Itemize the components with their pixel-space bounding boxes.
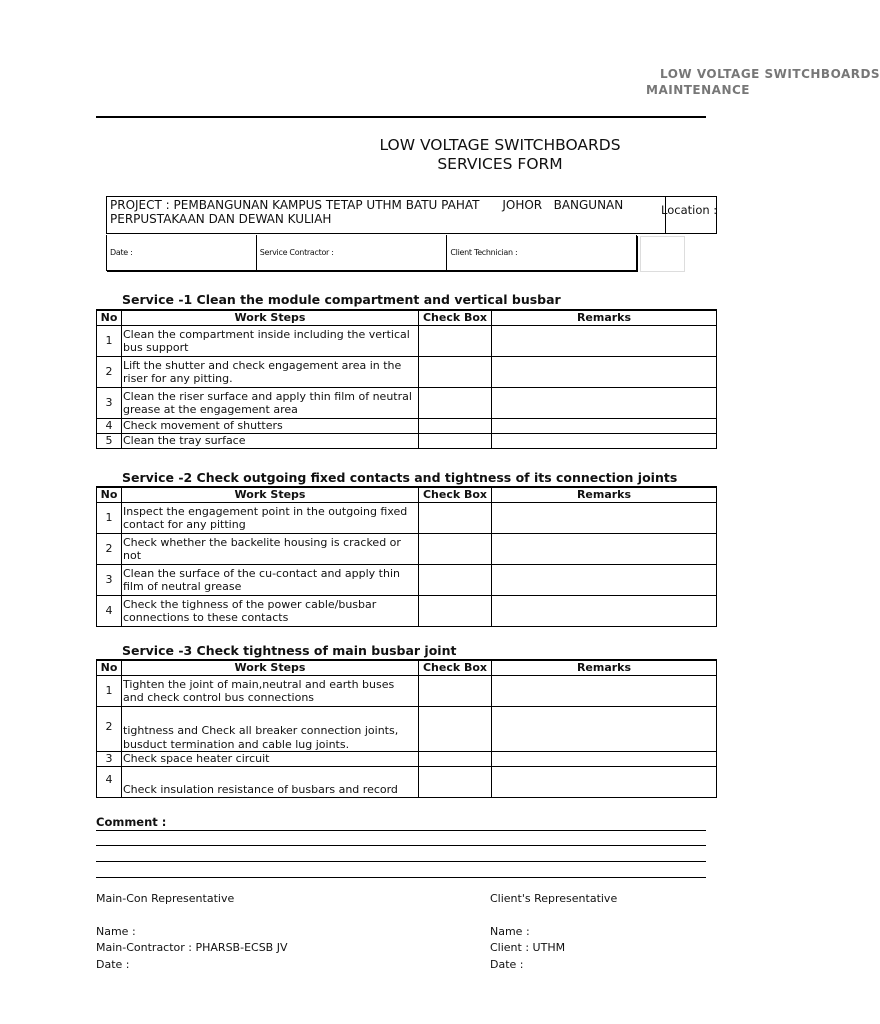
row-no: 1 — [97, 326, 122, 357]
table-row — [97, 707, 717, 752]
service-2-table — [96, 486, 717, 627]
row-check-box[interactable] — [419, 434, 492, 449]
row-check-box[interactable] — [419, 707, 492, 752]
project-line2: PERPUSTAKAAN DAN DEWAN KULIAH — [110, 212, 332, 226]
location-label: Location : — [661, 203, 718, 217]
service-3-table — [96, 659, 717, 798]
row-step: tightness and Check all breaker connection joints, busduct termination and cable lug joints. — [122, 707, 419, 752]
row-remarks[interactable] — [492, 388, 717, 419]
row-remarks[interactable] — [492, 357, 717, 388]
col-no: No — [97, 487, 122, 503]
client-signature — [490, 891, 617, 973]
row-remarks[interactable] — [492, 534, 717, 565]
row-step: Check insulation resistance of busbars and record — [122, 767, 419, 798]
meta-row — [106, 235, 637, 271]
form-body — [96, 190, 718, 990]
col-remarks: Remarks — [492, 487, 717, 503]
client-name[interactable]: Name : — [490, 924, 530, 938]
row-step: Inspect the engagement point in the outgoing fixed contact for any pitting — [122, 503, 419, 534]
row-no: 1 — [97, 503, 122, 534]
row-remarks[interactable] — [492, 707, 717, 752]
client-title: Client's Representative — [490, 892, 618, 905]
row-remarks[interactable] — [492, 752, 717, 767]
corner-header — [600, 66, 880, 98]
project-field[interactable] — [106, 196, 666, 234]
main-con-company: Main-Contractor : PHARSB-ECSB JV — [96, 941, 288, 954]
client-technician-field[interactable] — [447, 235, 636, 270]
main-con-title: Main-Con Representative — [96, 892, 235, 905]
table-row — [97, 534, 717, 565]
comment-line[interactable] — [96, 830, 706, 831]
row-step: Check space heater circuit — [122, 752, 419, 767]
col-work-steps: Work Steps — [122, 660, 419, 676]
row-remarks[interactable] — [492, 767, 717, 798]
date-label: Date : — [110, 248, 133, 257]
col-check-box: Check Box — [419, 487, 492, 503]
form-title-line1: LOW VOLTAGE SWITCHBOARDS — [379, 136, 621, 154]
client-date[interactable]: Date : — [490, 957, 524, 971]
service-1-title: Service -1 Clean the module compartment and vertical busbar — [122, 292, 561, 307]
table-row — [97, 565, 717, 596]
row-no: 1 — [97, 676, 122, 707]
col-work-steps: Work Steps — [122, 487, 419, 503]
row-step: Clean the surface of the cu-contact and apply thin film of neutral grease — [122, 565, 419, 596]
row-step: Clean the riser surface and apply thin film of neutral grease at the engagement area — [122, 388, 419, 419]
service-1-table — [96, 309, 717, 449]
row-no: 4 — [97, 419, 122, 434]
form-title-line2: SERVICES FORM — [437, 155, 563, 173]
project-line1: PROJECT : PEMBANGUNAN KAMPUS TETAP UTHM BATU PAHAT JOHOR BANGUNAN — [110, 198, 624, 212]
row-no: 2 — [97, 534, 122, 565]
row-check-box[interactable] — [419, 419, 492, 434]
row-no: 3 — [97, 388, 122, 419]
row-step: Clean the compartment inside including the vertical bus support — [122, 326, 419, 357]
row-remarks[interactable] — [492, 326, 717, 357]
service-3-title: Service -3 Check tightness of main busbar joint — [122, 643, 457, 658]
row-check-box[interactable] — [419, 676, 492, 707]
main-con-signature — [96, 891, 288, 973]
location-field[interactable] — [657, 196, 717, 234]
top-rule — [96, 116, 706, 118]
service-contractor-label: Service Contractor : — [259, 248, 334, 257]
col-work-steps: Work Steps — [122, 310, 419, 326]
row-remarks[interactable] — [492, 419, 717, 434]
corner-header-line2: MAINTENANCE — [646, 83, 750, 97]
comment-label: Comment : — [96, 815, 167, 829]
row-check-box[interactable] — [419, 503, 492, 534]
row-step: Clean the tray surface — [122, 434, 419, 449]
client-company: Client : UTHM — [490, 941, 566, 954]
table-row — [97, 434, 717, 449]
client-technician-label: Client Technician : — [450, 248, 518, 257]
table-row — [97, 752, 717, 767]
row-no: 4 — [97, 767, 122, 798]
main-con-name[interactable]: Name : — [96, 924, 136, 938]
row-step: Lift the shutter and check engagement area in the riser for any pitting. — [122, 357, 419, 388]
corner-header-line1: LOW VOLTAGE SWITCHBOARDS — [660, 67, 880, 81]
col-check-box: Check Box — [419, 310, 492, 326]
table-header — [97, 660, 717, 676]
row-remarks[interactable] — [492, 434, 717, 449]
row-check-box[interactable] — [419, 565, 492, 596]
row-step: Check the tighness of the power cable/busbar connections to these contacts — [122, 596, 419, 627]
row-step: Tighten the joint of main,neutral and earth buses and check control bus connections — [122, 676, 419, 707]
row-check-box[interactable] — [419, 357, 492, 388]
row-check-box[interactable] — [419, 326, 492, 357]
table-row — [97, 767, 717, 798]
table-row — [97, 676, 717, 707]
row-no: 2 — [97, 357, 122, 388]
table-row — [97, 419, 717, 434]
row-check-box[interactable] — [419, 534, 492, 565]
date-field[interactable] — [107, 235, 257, 270]
comment-line[interactable] — [96, 877, 706, 878]
table-row — [97, 503, 717, 534]
col-remarks: Remarks — [492, 660, 717, 676]
row-check-box[interactable] — [419, 752, 492, 767]
row-no: 5 — [97, 434, 122, 449]
row-no: 2 — [97, 707, 122, 752]
row-no: 3 — [97, 752, 122, 767]
comment-line[interactable] — [96, 861, 706, 862]
row-remarks[interactable] — [492, 676, 717, 707]
col-remarks: Remarks — [492, 310, 717, 326]
col-no: No — [97, 310, 122, 326]
blank-cell — [640, 236, 685, 272]
form-title — [300, 136, 700, 174]
table-row — [97, 596, 717, 627]
row-no: 4 — [97, 596, 122, 627]
service-contractor-field[interactable] — [257, 235, 448, 270]
row-step: Check whether the backelite housing is cracked or not — [122, 534, 419, 565]
table-row — [97, 326, 717, 357]
table-header — [97, 487, 717, 503]
row-step: Check movement of shutters — [122, 419, 419, 434]
row-remarks[interactable] — [492, 565, 717, 596]
row-remarks[interactable] — [492, 596, 717, 627]
row-remarks[interactable] — [492, 503, 717, 534]
row-check-box[interactable] — [419, 388, 492, 419]
row-check-box[interactable] — [419, 767, 492, 798]
comment-line[interactable] — [96, 845, 706, 846]
col-no: No — [97, 660, 122, 676]
col-check-box: Check Box — [419, 660, 492, 676]
table-row — [97, 388, 717, 419]
table-header — [97, 310, 717, 326]
row-no: 3 — [97, 565, 122, 596]
table-row — [97, 357, 717, 388]
row-check-box[interactable] — [419, 596, 492, 627]
main-con-date[interactable]: Date : — [96, 957, 130, 971]
service-2-title: Service -2 Check outgoing fixed contacts and tightness of its connection joints — [122, 470, 678, 485]
